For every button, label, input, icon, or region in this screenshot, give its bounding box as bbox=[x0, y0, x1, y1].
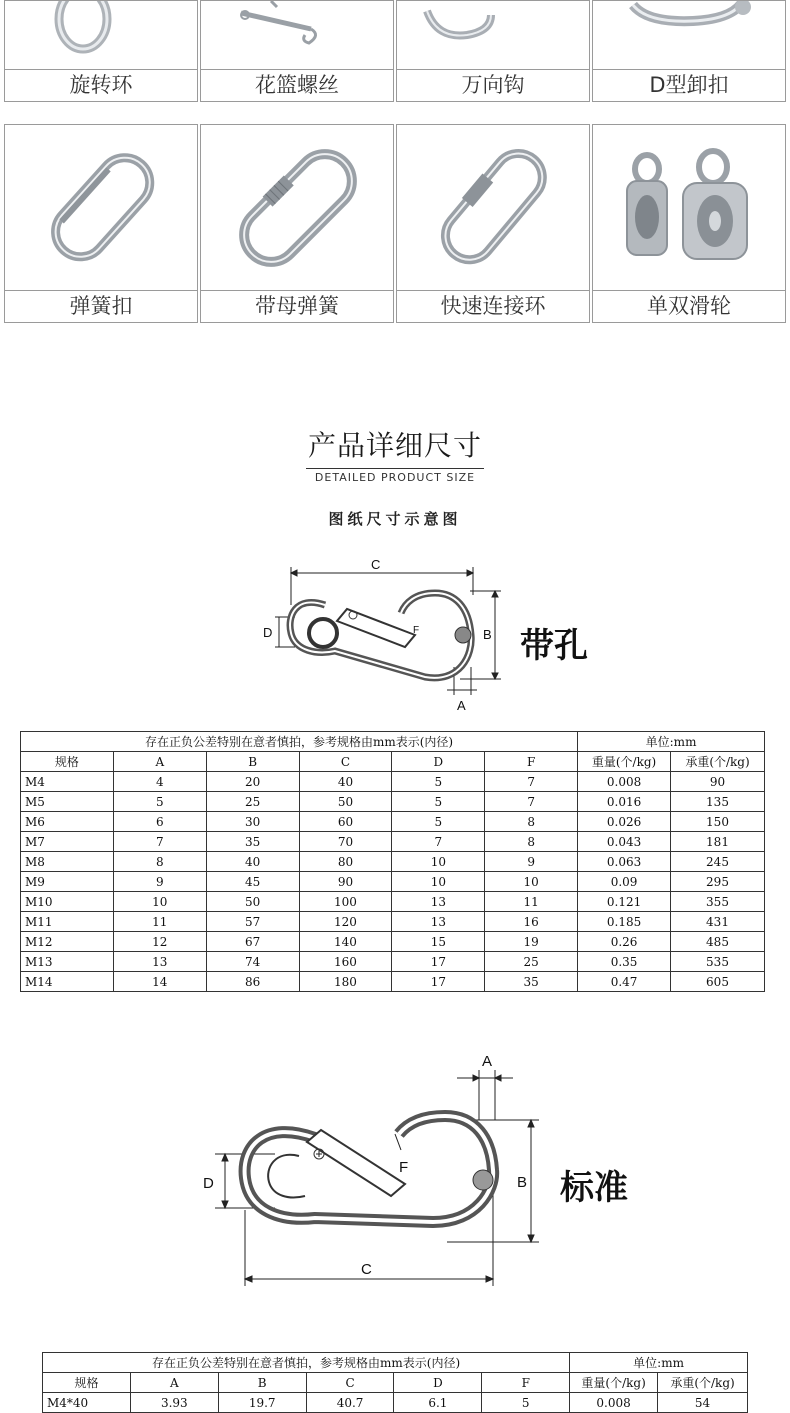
table-row bbox=[21, 812, 765, 832]
table-row bbox=[21, 852, 765, 872]
table-cell: 90 bbox=[671, 772, 765, 792]
table-row bbox=[21, 912, 765, 932]
table-cell: 5 bbox=[392, 812, 485, 832]
table-cell: 11 bbox=[485, 892, 578, 912]
table-cell: 70 bbox=[299, 832, 392, 852]
table-cell: 140 bbox=[299, 932, 392, 952]
table-cell-spec: M8 bbox=[21, 852, 114, 872]
table-cell: 0.185 bbox=[578, 912, 671, 932]
table-cell: 50 bbox=[206, 892, 299, 912]
table-cell: 355 bbox=[671, 892, 765, 912]
product-label: 万向钩 bbox=[397, 69, 589, 101]
table-cell-spec: M14 bbox=[21, 972, 114, 992]
table-cell: 40.7 bbox=[306, 1393, 394, 1413]
table-header-cell: C bbox=[299, 752, 392, 772]
d-shackle-icon bbox=[593, 1, 785, 69]
table-cell: 30 bbox=[206, 812, 299, 832]
table-cell: 5 bbox=[392, 772, 485, 792]
table-row bbox=[43, 1393, 748, 1413]
dim-label-c: C bbox=[361, 1261, 372, 1278]
table-cell: 0.26 bbox=[578, 932, 671, 952]
table-cell: 19 bbox=[485, 932, 578, 952]
table-cell-spec: M6 bbox=[21, 812, 114, 832]
product-label: 单双滑轮 bbox=[593, 290, 785, 322]
table-cell: 0.043 bbox=[578, 832, 671, 852]
table-note: 存在正负公差特别在意者慎拍，参考规格由mm表示(内径) bbox=[21, 732, 578, 752]
table-cell: 431 bbox=[671, 912, 765, 932]
table-cell-spec: M11 bbox=[21, 912, 114, 932]
table-cell: 605 bbox=[671, 972, 765, 992]
table-cell: 12 bbox=[113, 932, 206, 952]
product-card-turnbuckle[interactable] bbox=[200, 0, 394, 102]
table-cell: 0.008 bbox=[570, 1393, 658, 1413]
table-cell: 8 bbox=[485, 832, 578, 852]
table-cell: 15 bbox=[392, 932, 485, 952]
table-cell: 9 bbox=[113, 872, 206, 892]
table-cell: 5 bbox=[113, 792, 206, 812]
table-cell: 45 bbox=[206, 872, 299, 892]
table-cell: 25 bbox=[485, 952, 578, 972]
table-cell: 180 bbox=[299, 972, 392, 992]
table-cell: 10 bbox=[392, 852, 485, 872]
product-card-d-shackle[interactable] bbox=[592, 0, 786, 102]
dim-label-d: D bbox=[203, 1175, 214, 1192]
product-card-swivel-hook[interactable] bbox=[396, 0, 590, 102]
product-label: D型卸扣 bbox=[593, 69, 785, 101]
spec-table-with-hole bbox=[20, 731, 765, 992]
table-cell: 67 bbox=[206, 932, 299, 952]
table-header-cell: B bbox=[218, 1373, 306, 1393]
table-cell: 11 bbox=[113, 912, 206, 932]
table-cell: 60 bbox=[299, 812, 392, 832]
table-cell: 0.026 bbox=[578, 812, 671, 832]
table-cell: 13 bbox=[392, 892, 485, 912]
product-card-swivel-ring[interactable] bbox=[4, 0, 198, 102]
dim-label-c: C bbox=[371, 557, 381, 572]
dim-label-d: D bbox=[263, 625, 273, 640]
product-card-screw-lock-snap[interactable] bbox=[200, 124, 394, 323]
product-card-pulley[interactable] bbox=[592, 124, 786, 323]
swivel-hook-icon bbox=[397, 1, 589, 69]
table-note: 存在正负公差特别在意者慎拍，参考规格由mm表示(内径) bbox=[43, 1353, 570, 1373]
diagram-snap-hook-with-hole bbox=[255, 555, 505, 715]
table-cell: 0.35 bbox=[578, 952, 671, 972]
table-header-cell: A bbox=[130, 1373, 218, 1393]
table-cell: 135 bbox=[671, 792, 765, 812]
table-cell: 90 bbox=[299, 872, 392, 892]
table-cell: 57 bbox=[206, 912, 299, 932]
table-header-cell: F bbox=[482, 1373, 570, 1393]
table-header-row bbox=[21, 752, 765, 772]
product-grid-bottom bbox=[4, 124, 788, 323]
dim-label-b: B bbox=[483, 627, 492, 642]
dim-label-f: F bbox=[413, 625, 420, 636]
product-label: 弹簧扣 bbox=[5, 290, 197, 322]
table-cell: 8 bbox=[485, 812, 578, 832]
spring-snap-icon bbox=[5, 125, 197, 290]
product-card-quick-link[interactable] bbox=[396, 124, 590, 323]
table-row bbox=[21, 872, 765, 892]
table-header-cell: 承重(个/kg) bbox=[671, 752, 765, 772]
table-cell: 50 bbox=[299, 792, 392, 812]
table-cell: 13 bbox=[392, 912, 485, 932]
table-row bbox=[21, 832, 765, 852]
dim-label-a: A bbox=[457, 698, 466, 713]
pulley-icon bbox=[593, 125, 785, 290]
table-cell: 7 bbox=[392, 832, 485, 852]
table-header-cell: 承重(个/kg) bbox=[658, 1373, 748, 1393]
diagram1-tag: 带孔 bbox=[520, 626, 588, 666]
quick-link-icon bbox=[397, 125, 589, 290]
table-header-cell: D bbox=[392, 752, 485, 772]
table-row bbox=[21, 892, 765, 912]
table-row bbox=[21, 932, 765, 952]
table-cell: 17 bbox=[392, 952, 485, 972]
table-cell: 150 bbox=[671, 812, 765, 832]
table-cell: 10 bbox=[113, 892, 206, 912]
table-cell: 54 bbox=[658, 1393, 748, 1413]
dim-label-a: A bbox=[482, 1053, 493, 1070]
diagram-subtitle: 图纸尺寸示意图 bbox=[328, 510, 462, 528]
diagram2-tag: 标准 bbox=[560, 1168, 628, 1208]
table-cell-spec: M10 bbox=[21, 892, 114, 912]
table-cell: 14 bbox=[113, 972, 206, 992]
heading-title-en: DETAILED PRODUCT SIZE bbox=[314, 471, 476, 484]
table-cell: 0.063 bbox=[578, 852, 671, 872]
table-unit: 单位:mm bbox=[578, 732, 765, 752]
table-cell-spec: M4 bbox=[21, 772, 114, 792]
table-header-cell: 规格 bbox=[21, 752, 114, 772]
swivel-ring-icon bbox=[5, 1, 197, 69]
table-cell-spec: M4*40 bbox=[43, 1393, 131, 1413]
table-cell: 40 bbox=[206, 852, 299, 872]
table-row bbox=[21, 792, 765, 812]
table-header-cell: F bbox=[485, 752, 578, 772]
product-grid-top bbox=[4, 0, 788, 102]
table-cell: 16 bbox=[485, 912, 578, 932]
table-cell: 6 bbox=[113, 812, 206, 832]
table-header-cell: A bbox=[113, 752, 206, 772]
table-cell: 0.016 bbox=[578, 792, 671, 812]
table-cell: 3.93 bbox=[130, 1393, 218, 1413]
table-header-cell: B bbox=[206, 752, 299, 772]
table-cell: 295 bbox=[671, 872, 765, 892]
table-cell: 35 bbox=[206, 832, 299, 852]
table-row bbox=[21, 772, 765, 792]
table-cell: 181 bbox=[671, 832, 765, 852]
table-cell: 0.47 bbox=[578, 972, 671, 992]
diagram-snap-hook-standard bbox=[195, 1050, 555, 1290]
table-cell: 120 bbox=[299, 912, 392, 932]
table-cell: 160 bbox=[299, 952, 392, 972]
table-cell-spec: M13 bbox=[21, 952, 114, 972]
product-label: 花篮螺丝 bbox=[201, 69, 393, 101]
table-cell: 7 bbox=[485, 792, 578, 812]
table-cell: 20 bbox=[206, 772, 299, 792]
heading-title-cn: 产品详细尺寸 bbox=[307, 429, 482, 462]
table-header-row bbox=[43, 1373, 748, 1393]
table-cell: 10 bbox=[485, 872, 578, 892]
table-header-cell: 重量(个/kg) bbox=[578, 752, 671, 772]
table-cell-spec: M12 bbox=[21, 932, 114, 952]
product-label: 快速连接环 bbox=[397, 290, 589, 322]
heading-divider bbox=[306, 468, 484, 469]
table-cell: 19.7 bbox=[218, 1393, 306, 1413]
table-cell: 6.1 bbox=[394, 1393, 482, 1413]
table-header-cell: 规格 bbox=[43, 1373, 131, 1393]
table-cell: 8 bbox=[113, 852, 206, 872]
table-cell: 0.008 bbox=[578, 772, 671, 792]
table-cell: 0.121 bbox=[578, 892, 671, 912]
dim-label-f: F bbox=[399, 1159, 409, 1176]
table-cell: 535 bbox=[671, 952, 765, 972]
table-cell: 9 bbox=[485, 852, 578, 872]
table-cell: 10 bbox=[392, 872, 485, 892]
dim-label-b: B bbox=[517, 1174, 528, 1191]
table-cell: 4 bbox=[113, 772, 206, 792]
table-cell-spec: M5 bbox=[21, 792, 114, 812]
table-cell: 13 bbox=[113, 952, 206, 972]
table-cell: 5 bbox=[482, 1393, 570, 1413]
table-cell: 17 bbox=[392, 972, 485, 992]
section-heading bbox=[0, 424, 790, 484]
spec-table-standard bbox=[42, 1352, 748, 1413]
table-cell: 0.09 bbox=[578, 872, 671, 892]
table-cell: 40 bbox=[299, 772, 392, 792]
screw-lock-snap-icon bbox=[201, 125, 393, 290]
table-cell: 7 bbox=[485, 772, 578, 792]
table-header-cell: D bbox=[394, 1373, 482, 1393]
product-label: 旋转环 bbox=[5, 69, 197, 101]
table-cell-spec: M7 bbox=[21, 832, 114, 852]
table-cell: 74 bbox=[206, 952, 299, 972]
turnbuckle-icon bbox=[201, 1, 393, 69]
table-cell: 245 bbox=[671, 852, 765, 872]
table-cell: 5 bbox=[392, 792, 485, 812]
table-cell: 25 bbox=[206, 792, 299, 812]
product-card-spring-snap[interactable] bbox=[4, 124, 198, 323]
table-header-cell: C bbox=[306, 1373, 394, 1393]
table-cell: 7 bbox=[113, 832, 206, 852]
table-row bbox=[21, 972, 765, 992]
table-unit: 单位:mm bbox=[570, 1353, 748, 1373]
table-cell: 100 bbox=[299, 892, 392, 912]
table-header-cell: 重量(个/kg) bbox=[570, 1373, 658, 1393]
table-cell: 80 bbox=[299, 852, 392, 872]
table-cell-spec: M9 bbox=[21, 872, 114, 892]
product-label: 带母弹簧 bbox=[201, 290, 393, 322]
table-cell: 485 bbox=[671, 932, 765, 952]
table-cell: 86 bbox=[206, 972, 299, 992]
table-row bbox=[21, 952, 765, 972]
table-cell: 35 bbox=[485, 972, 578, 992]
